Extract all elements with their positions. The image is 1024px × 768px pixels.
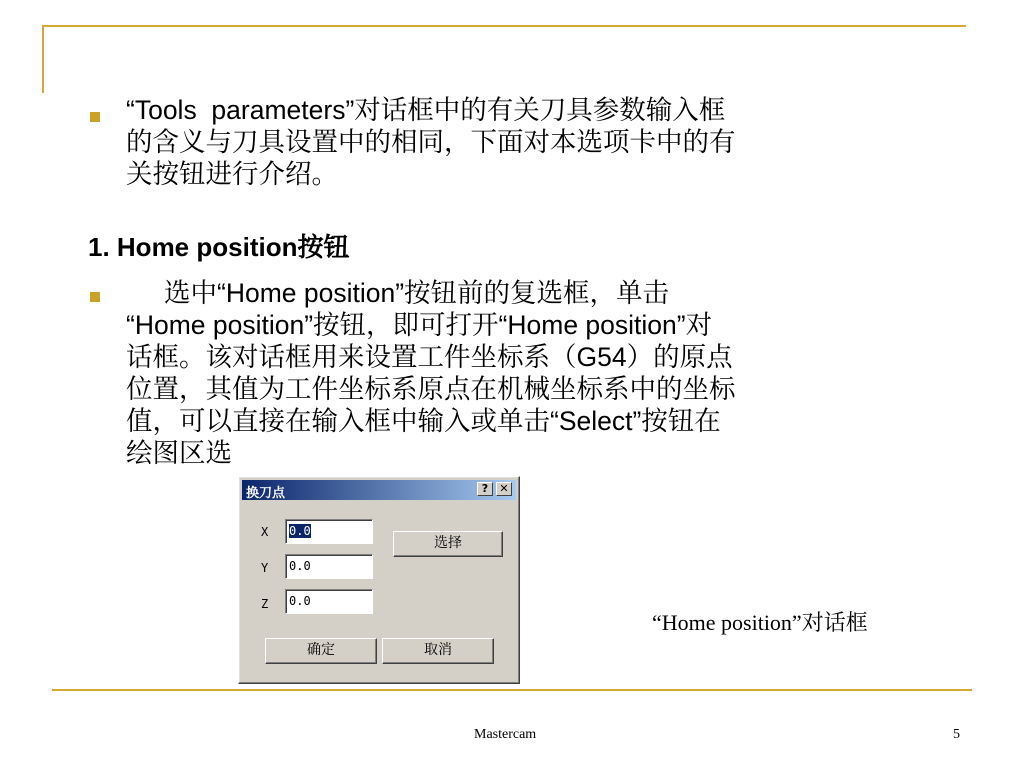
z-input[interactable] — [285, 589, 373, 614]
paragraph-2-line: 值，可以直接在输入框中输入或单击“Select”按钮在 — [126, 406, 721, 436]
z-input-value: 0.0 — [289, 594, 311, 608]
figure-caption: “Home position”对话框 — [652, 610, 868, 635]
page-number: 5 — [953, 727, 960, 742]
y-label: Y — [261, 561, 269, 575]
paragraph-2 — [126, 277, 736, 469]
bullet-icon — [90, 112, 100, 122]
paragraph-2-line: 绘图区选 — [126, 438, 232, 468]
section-heading: 1. Home position按钮 — [88, 232, 350, 262]
left-rule — [42, 25, 44, 93]
y-input[interactable] — [285, 554, 373, 579]
y-input-value: 0.0 — [289, 559, 311, 573]
ok-button[interactable]: 确定 — [265, 638, 377, 664]
top-rule — [44, 25, 966, 27]
x-input[interactable] — [285, 519, 373, 544]
paragraph-1-line: “Tools parameters”对话框中的有关刀具参数输入框 — [126, 95, 726, 125]
home-position-dialog — [238, 476, 520, 684]
x-label: X — [261, 525, 269, 539]
select-button[interactable]: 选择 — [393, 531, 503, 557]
paragraph-1 — [126, 94, 736, 190]
help-button[interactable]: ? — [477, 482, 493, 496]
close-button[interactable]: ✕ — [496, 482, 512, 496]
bullet-icon — [90, 292, 100, 302]
dialog-titlebar[interactable] — [242, 480, 516, 500]
z-label: Z — [261, 597, 269, 611]
x-input-value: 0.0 — [289, 524, 311, 538]
cancel-button[interactable]: 取消 — [382, 638, 494, 664]
dialog-title: 换刀点 — [246, 486, 286, 501]
paragraph-2-line: “Home position”按钮，即可打开“Home position”对 — [126, 310, 713, 340]
bottom-rule — [52, 689, 972, 691]
footer-title: Mastercam — [474, 727, 537, 742]
paragraph-2-line: 位置，其值为工件坐标系原点在机械坐标系中的坐标 — [126, 374, 736, 404]
paragraph-2-line: 话框。该对话框用来设置工件坐标系（G54）的原点 — [126, 342, 733, 372]
paragraph-1-line: 关按钮进行介绍。 — [126, 159, 338, 189]
paragraph-1-line: 的含义与刀具设置中的相同，下面对本选项卡中的有 — [126, 127, 736, 157]
paragraph-2-line: 选中“Home position”按钮前的复选框，单击 — [164, 278, 670, 308]
